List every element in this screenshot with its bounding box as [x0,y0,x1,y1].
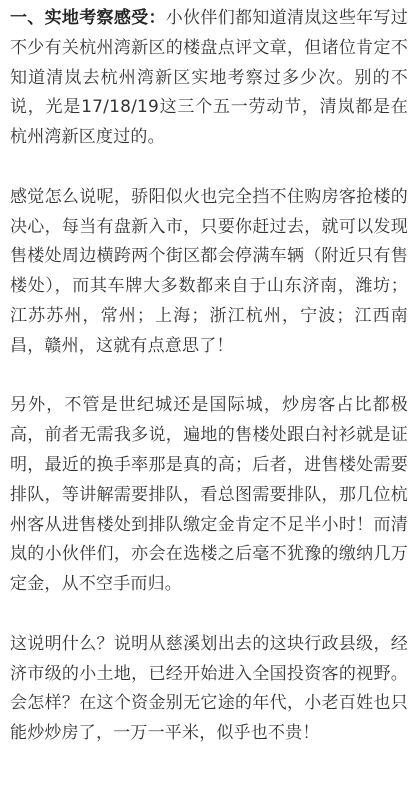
paragraph-2-text: 感觉怎么说呢，骄阳似火也完全挡不住购房客抢楼的决心，每当有盘新入市，只要你赶过去，就可以发现售楼处周边横跨两个街区都会停满车辆（附近只有售楼处），而其车牌大多数都来自于山东济南，潍坊；江苏苏州，常州；上海；浙江杭州，宁波；江西南昌，赣州，这就有点意思了！ [10,186,408,356]
section-heading: 一、实地考察感受： [10,8,166,28]
paragraph-3 [10,391,408,600]
paragraph-3-text: 另外，不管是世纪城还是国际城，炒房客占比都极高，前者无需我多说，遍地的售楼处跟白衬衫就是证明，最近的换手率那是真的高；后者，进售楼处需要排队，等讲解需要排队，看总图需要排队，那几位杭州客从进售楼处到排队缴定金肯定不足半小时！而清岚的小伙伴们，亦会在选楼之后毫不犹豫的缴纳几万定金，从不空手而归。 [10,395,408,595]
paragraph-1 [10,4,408,153]
paragraph-1-text: 小伙伴们都知道清岚这些年写过不少有关杭州湾新区的楼盘点评文章，但诸位肯定不知道清岚去杭州湾新区实地考察过多少次。别的不说，光是17/18/19这三个五一劳动节，清岚都是在杭州湾新区度过的。 [10,8,408,148]
paragraph-4 [10,630,408,749]
paragraph-4-text: 这说明什么？说明从慈溪划出去的这块行政县级，经济市级的小土地，已经开始进入全国投资客的视野。会怎样？在这个资金别无它途的年代，小老百姓也只能炒炒房了，一万一平米，似乎也不贵！ [10,633,408,744]
article-body [10,4,408,749]
paragraph-2 [10,183,408,362]
